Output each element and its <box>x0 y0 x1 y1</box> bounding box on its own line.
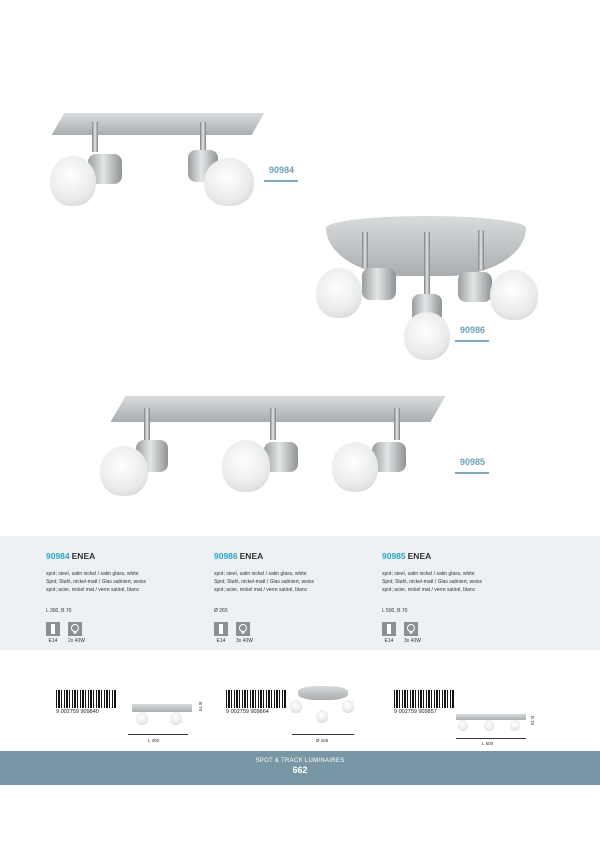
desc-line-fr: spot; acier, nickel mat / verre satiné, blanc <box>214 587 308 593</box>
dimension-line <box>292 734 354 735</box>
barcode-number: 9 002759 909840 <box>56 709 99 715</box>
product-description <box>46 570 206 594</box>
product-name: ENEA <box>407 551 432 561</box>
line-drawing-90984 <box>128 702 198 728</box>
barcode <box>226 690 286 708</box>
spot-stem <box>362 232 368 268</box>
glass-shade <box>204 158 254 206</box>
dimension-label: L 300 <box>148 738 160 743</box>
callout-90986: 90986 <box>460 325 486 335</box>
desc-line-en: spot; steel, satin nickel / satin glass, white <box>382 571 475 577</box>
wattage-label: 2x 40W <box>68 638 85 644</box>
product-description <box>382 570 542 594</box>
spec-icons <box>214 622 253 644</box>
spot-stem <box>394 408 400 440</box>
wattage-label: 3x 40W <box>404 638 421 644</box>
line-drawing-90985 <box>454 714 530 734</box>
mounting-plate <box>52 113 265 135</box>
product-code: 90986 <box>214 551 238 561</box>
drawing-plate <box>298 686 348 700</box>
bulb-icon <box>236 622 250 636</box>
drawing-shade <box>484 720 494 731</box>
spot-stem <box>478 230 484 270</box>
side-dimension: B 70 <box>198 701 204 712</box>
drawing-shade <box>458 720 468 731</box>
spot-stem <box>200 122 206 152</box>
socket-icon <box>46 622 60 636</box>
product-code: 90985 <box>382 551 406 561</box>
product-info-90985 <box>382 546 542 644</box>
callout-underline <box>455 472 489 474</box>
product-photo-90986 <box>314 212 542 362</box>
barcode <box>394 690 454 708</box>
glass-shade <box>50 156 96 206</box>
desc-line-en: spot; steel, satin nickel / satin glass, white <box>46 571 139 577</box>
spot-body <box>458 272 492 302</box>
socket-label: E14 <box>48 638 58 644</box>
product-photo-90984 <box>48 108 268 218</box>
barcode-number: 9 002759 909864 <box>226 709 269 715</box>
callout-90985: 90985 <box>460 457 486 467</box>
drawing-shade <box>316 710 328 723</box>
product-photo-90985 <box>98 390 448 505</box>
callout-underline <box>455 340 489 342</box>
page-footer <box>0 751 600 785</box>
desc-line-fr: spot; acier, nickel mat / verre satiné, blanc <box>46 587 140 593</box>
dimension-line <box>456 738 526 739</box>
product-dimensions: L 300, B 70 <box>46 608 72 614</box>
desc-line-de: Spot; Stahl, nickel-matt / Glas satiniert, weiss <box>214 579 315 585</box>
socket-icon <box>382 622 396 636</box>
spot-body <box>362 268 396 300</box>
callout-90984: 90984 <box>269 165 295 175</box>
barcode-number: 9 002759 909857 <box>394 709 437 715</box>
glass-shade <box>100 446 148 496</box>
product-name: ENEA <box>71 551 96 561</box>
drawing-shade <box>510 720 520 731</box>
spot-stem <box>92 122 98 152</box>
barcode <box>56 690 116 708</box>
product-description <box>214 570 374 594</box>
bulb-icon <box>68 622 82 636</box>
drawing-shade <box>136 712 148 725</box>
glass-shade <box>404 312 450 360</box>
side-dimension: B 70 <box>530 715 536 726</box>
socket-label: E14 <box>216 638 226 644</box>
spot-stem <box>144 408 150 440</box>
product-info-90984 <box>46 546 206 644</box>
dimension-label: Ø 265 <box>316 738 329 743</box>
spec-icons <box>46 622 85 644</box>
drawing-shade <box>290 700 302 713</box>
desc-line-fr: spot; acier, nickel mat / verre satiné, blanc <box>382 587 476 593</box>
drawing-shade <box>170 712 182 725</box>
spot-stem <box>270 408 276 440</box>
line-drawing-90986 <box>288 686 358 726</box>
socket-icon <box>214 622 228 636</box>
callout-underline <box>264 180 298 182</box>
product-code: 90984 <box>46 551 70 561</box>
desc-line-en: spot; steel, satin nickel / satin glass, white <box>214 571 307 577</box>
spec-icons <box>382 622 421 644</box>
product-info-90986 <box>214 546 374 644</box>
footer-section-title: SPOT & TRACK LUMINAIRES <box>255 758 345 764</box>
glass-shade <box>490 270 538 320</box>
desc-line-de: Spot; Stahl, nickel-matt / Glas satiniert, weiss <box>382 579 483 585</box>
glass-shade <box>332 442 378 492</box>
wattage-label: 3x 40W <box>236 638 253 644</box>
product-dimensions: Ø 265 <box>214 608 228 614</box>
bulb-icon <box>404 622 418 636</box>
product-dimensions: L 500, B 70 <box>382 608 408 614</box>
product-name: ENEA <box>239 551 264 561</box>
glass-shade <box>316 268 362 318</box>
socket-label: E14 <box>384 638 394 644</box>
dimension-line <box>128 734 188 735</box>
drawing-plate <box>132 704 192 712</box>
page-number: 662 <box>292 765 308 775</box>
glass-shade <box>222 440 270 492</box>
drawing-shade <box>342 700 354 713</box>
dimension-label: L 500 <box>482 741 494 746</box>
desc-line-de: Spot; Stahl, nickel-matt / Glas satiniert, weiss <box>46 579 147 585</box>
